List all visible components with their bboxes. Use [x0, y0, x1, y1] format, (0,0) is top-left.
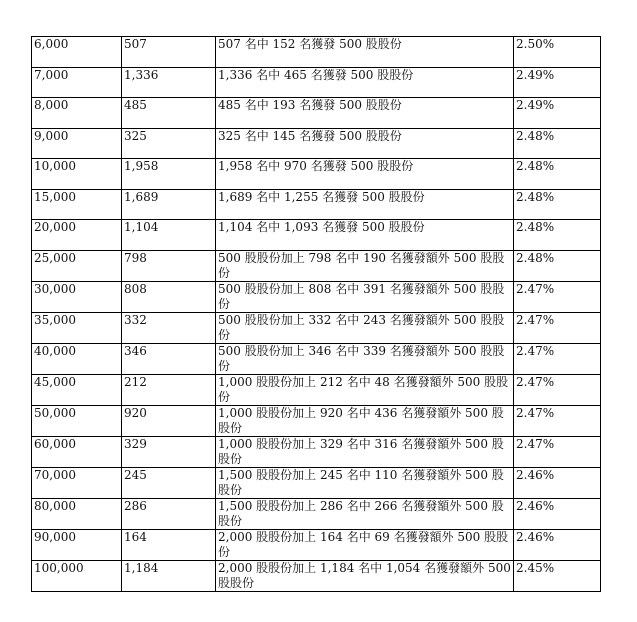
shares-applied-cell: 70,000 — [32, 467, 122, 498]
allocation-basis-cell: 2,000 股股份加上 1,184 名中 1,054 名獲發額外 500 股股份 — [216, 560, 514, 591]
valid-applications-cell: 798 — [122, 250, 216, 281]
table-row — [32, 529, 601, 560]
allocation-percentage-cell: 2.50% — [514, 37, 601, 68]
table-row — [32, 220, 601, 251]
valid-applications-cell: 507 — [122, 37, 216, 68]
allocation-basis-cell: 500 股股份加上 808 名中 391 名獲發額外 500 股股份 — [216, 281, 514, 312]
table-row — [32, 37, 601, 68]
allocation-basis-cell: 485 名中 193 名獲發 500 股股份 — [216, 98, 514, 129]
table-row — [32, 498, 601, 529]
shares-applied-cell: 40,000 — [32, 343, 122, 374]
valid-applications-cell: 245 — [122, 467, 216, 498]
shares-applied-cell: 10,000 — [32, 159, 122, 190]
allocation-percentage-cell: 2.47% — [514, 405, 601, 436]
allocation-basis-cell: 507 名中 152 名獲發 500 股股份 — [216, 37, 514, 68]
shares-applied-cell: 50,000 — [32, 405, 122, 436]
table-row — [32, 467, 601, 498]
allocation-basis-cell: 500 股股份加上 346 名中 339 名獲發額外 500 股股份 — [216, 343, 514, 374]
table-row — [32, 189, 601, 220]
allocation-basis-cell: 500 股股份加上 798 名中 190 名獲發額外 500 股股份 — [216, 250, 514, 281]
shares-applied-cell: 15,000 — [32, 189, 122, 220]
valid-applications-cell: 920 — [122, 405, 216, 436]
allocation-basis-cell: 500 股股份加上 332 名中 243 名獲發額外 500 股股份 — [216, 312, 514, 343]
allocation-percentage-cell: 2.47% — [514, 436, 601, 467]
table-row — [32, 67, 601, 98]
table-row — [32, 281, 601, 312]
allocation-percentage-cell: 2.49% — [514, 67, 601, 98]
allocation-percentage-cell: 2.48% — [514, 220, 601, 251]
shares-applied-cell: 9,000 — [32, 128, 122, 159]
allocation-percentage-cell: 2.49% — [514, 98, 601, 129]
shares-applied-cell: 30,000 — [32, 281, 122, 312]
table-row — [32, 405, 601, 436]
allocation-percentage-cell: 2.48% — [514, 189, 601, 220]
allocation-percentage-cell: 2.47% — [514, 312, 601, 343]
valid-applications-cell: 808 — [122, 281, 216, 312]
allocation-percentage-cell: 2.47% — [514, 281, 601, 312]
valid-applications-cell: 1,184 — [122, 560, 216, 591]
allocation-percentage-cell: 2.45% — [514, 560, 601, 591]
table-row — [32, 128, 601, 159]
valid-applications-cell: 1,958 — [122, 159, 216, 190]
shares-applied-cell: 25,000 — [32, 250, 122, 281]
table-row — [32, 436, 601, 467]
allocation-basis-cell: 1,336 名中 465 名獲發 500 股股份 — [216, 67, 514, 98]
shares-applied-cell: 7,000 — [32, 67, 122, 98]
allocation-basis-cell: 1,500 股股份加上 245 名中 110 名獲發額外 500 股股份 — [216, 467, 514, 498]
shares-applied-cell: 8,000 — [32, 98, 122, 129]
table-row — [32, 159, 601, 190]
valid-applications-cell: 1,104 — [122, 220, 216, 251]
shares-applied-cell: 60,000 — [32, 436, 122, 467]
allocation-basis-cell: 1,958 名中 970 名獲發 500 股股份 — [216, 159, 514, 190]
allocation-percentage-cell: 2.47% — [514, 374, 601, 405]
shares-applied-cell: 35,000 — [32, 312, 122, 343]
allocation-percentage-cell: 2.46% — [514, 498, 601, 529]
shares-applied-cell: 20,000 — [32, 220, 122, 251]
valid-applications-cell: 1,336 — [122, 67, 216, 98]
valid-applications-cell: 485 — [122, 98, 216, 129]
shares-applied-cell: 80,000 — [32, 498, 122, 529]
valid-applications-cell: 332 — [122, 312, 216, 343]
allocation-basis-cell: 1,689 名中 1,255 名獲發 500 股股份 — [216, 189, 514, 220]
allocation-basis-cell: 1,000 股股份加上 329 名中 316 名獲發額外 500 股股份 — [216, 436, 514, 467]
allocation-percentage-cell: 2.48% — [514, 159, 601, 190]
allocation-percentage-cell: 2.47% — [514, 343, 601, 374]
table-row — [32, 374, 601, 405]
shares-applied-cell: 90,000 — [32, 529, 122, 560]
allocation-table-body — [32, 37, 601, 592]
shares-applied-cell: 45,000 — [32, 374, 122, 405]
valid-applications-cell: 325 — [122, 128, 216, 159]
valid-applications-cell: 346 — [122, 343, 216, 374]
allocation-basis-cell: 1,000 股股份加上 212 名中 48 名獲發額外 500 股股份 — [216, 374, 514, 405]
valid-applications-cell: 164 — [122, 529, 216, 560]
allocation-basis-cell: 2,000 股股份加上 164 名中 69 名獲發額外 500 股股份 — [216, 529, 514, 560]
allocation-percentage-cell: 2.46% — [514, 467, 601, 498]
allocation-table — [31, 36, 601, 592]
table-row — [32, 312, 601, 343]
table-row — [32, 343, 601, 374]
allocation-percentage-cell: 2.48% — [514, 250, 601, 281]
valid-applications-cell: 212 — [122, 374, 216, 405]
valid-applications-cell: 329 — [122, 436, 216, 467]
table-row — [32, 560, 601, 591]
shares-applied-cell: 100,000 — [32, 560, 122, 591]
table-row — [32, 98, 601, 129]
allocation-percentage-cell: 2.48% — [514, 128, 601, 159]
shares-applied-cell: 6,000 — [32, 37, 122, 68]
allocation-basis-cell: 1,500 股股份加上 286 名中 266 名獲發額外 500 股股份 — [216, 498, 514, 529]
table-row — [32, 250, 601, 281]
allocation-basis-cell: 1,104 名中 1,093 名獲發 500 股股份 — [216, 220, 514, 251]
allocation-percentage-cell: 2.46% — [514, 529, 601, 560]
valid-applications-cell: 1,689 — [122, 189, 216, 220]
allocation-basis-cell: 325 名中 145 名獲發 500 股股份 — [216, 128, 514, 159]
valid-applications-cell: 286 — [122, 498, 216, 529]
allocation-basis-cell: 1,000 股股份加上 920 名中 436 名獲發額外 500 股股份 — [216, 405, 514, 436]
